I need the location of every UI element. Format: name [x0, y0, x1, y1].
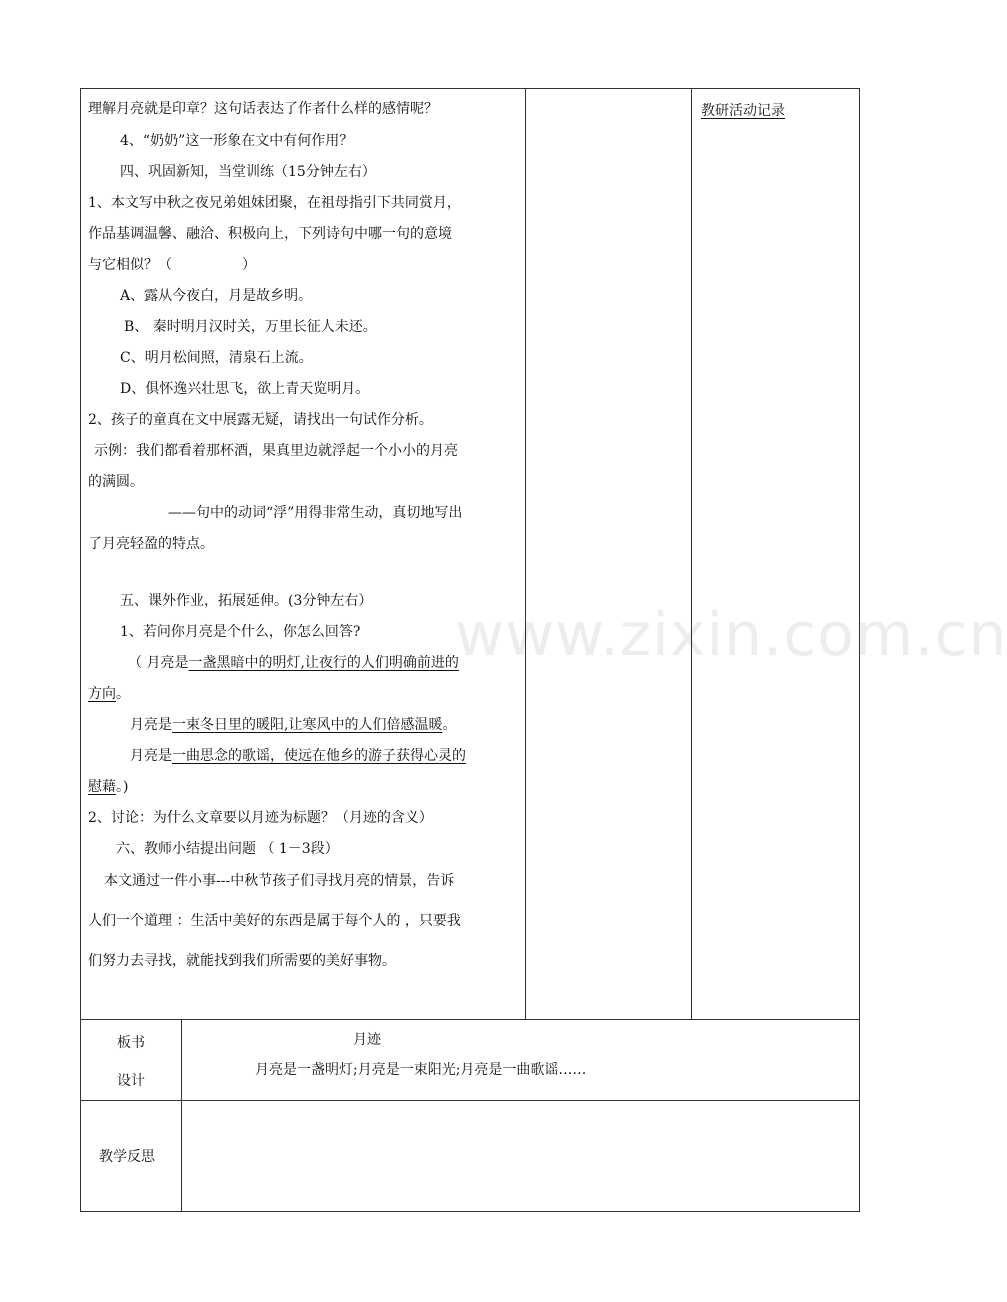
answer-underlined: 一束冬日里的暖阳,让寒风中的人们倍感温暖 [172, 717, 443, 733]
text-line: 2、孩子的童真在文中展露无疑，请找出一句试作分析。 [88, 412, 433, 428]
answer-line-1-cont [88, 684, 130, 704]
text-line: 4、“奶奶”这一形象在文中有何作用？ [120, 133, 354, 149]
summary-heading: 六、教师小结提出问题 （ 1－3段） [116, 841, 339, 857]
option-d: D、俱怀逸兴壮思飞，欲上青天览明月。 [120, 381, 370, 397]
column-divider-2 [691, 88, 692, 1020]
text-line: 与它相似？（ ） [88, 257, 256, 273]
text-line: 四、巩固新知，当堂训练（15分钟左右） [120, 164, 376, 180]
option-a: A、露从今夜白，月是故乡明。 [120, 288, 313, 304]
text-line: 1、若问你月亮是个什么，你怎么回答? [120, 624, 361, 640]
option-b: B、 秦时明月汉时关，万里长征人未还。 [124, 319, 377, 335]
discussion-question: 2、讨论：为什么文章要以月迹为标题？（月迹的含义） [88, 810, 433, 826]
column-divider-1 [525, 88, 526, 1020]
option-c: C、明月松间照，清泉石上流。 [120, 350, 313, 366]
answer-line-2 [130, 715, 456, 735]
text-line: ——句中的动词“浮”用得非常生动，真切地写出 [168, 505, 463, 521]
text-line: 1、本文写中秋之夜兄弟姐妹团聚，在祖母指引下共同赏月， [88, 195, 461, 211]
answer-line-3 [130, 746, 466, 766]
research-record-label: 教研活动记录 [701, 103, 785, 119]
summary-line: 人们一个道理 ：生活中美好的东西是属于每个人的 ，只要我 [88, 913, 461, 929]
board-label-1: 板书 [117, 1035, 145, 1051]
text-line: 理解月亮就是印章？这句话表达了作者什么样的感情呢？ [88, 101, 438, 117]
row-divider-reflection [80, 1100, 860, 1101]
answer-underlined: 一曲思念的歌谣，使远在他乡的游子获得心灵的 [172, 748, 466, 764]
answer-prefix: （ 月亮是 [128, 655, 189, 671]
board-label-2: 设计 [117, 1073, 145, 1089]
summary-line: 本文通过一件小事---中秋节孩子们寻找月亮的情景，告诉 [104, 873, 455, 889]
answer-underlined: 方向 [88, 686, 116, 702]
homework-heading: 五、课外作业，拓展延伸。(3分钟左右） [120, 593, 373, 609]
text-line: 的满圆。 [88, 474, 144, 490]
watermark: www.zixin.com.cn [455, 600, 1007, 670]
summary-line: 们努力去寻找，就能找到我们所需要的美好事物。 [88, 953, 396, 969]
row-divider-board [80, 1019, 860, 1020]
answer-line-3-cont [88, 777, 128, 797]
answer-prefix: 月亮是 [130, 717, 172, 733]
answer-end: 。) [116, 779, 129, 795]
reflection-label: 教学反思 [99, 1149, 155, 1165]
answer-end: 。 [116, 686, 130, 702]
answer-line-1 [128, 653, 459, 673]
label-column-divider [181, 1019, 182, 1212]
board-content: 月亮是一盏明灯;月亮是一束阳光;月亮是一曲歌谣…… [255, 1062, 587, 1078]
text-line: 示例：我们都看着那杯酒，果真里边就浮起一个小小的月亮 [94, 443, 458, 459]
answer-prefix: 月亮是 [130, 748, 172, 764]
text-line: 了月亮轻盈的特点。 [88, 536, 214, 552]
answer-underlined: 慰藉 [88, 779, 116, 795]
answer-underlined: 一盏黑暗中的明灯,让夜行的人们明确前进的 [188, 655, 459, 671]
board-title: 月迹 [353, 1032, 381, 1048]
text-line: 作品基调温馨、融洽、积极向上，下列诗句中哪一句的意境 [88, 226, 452, 242]
answer-end: 。 [442, 717, 457, 733]
